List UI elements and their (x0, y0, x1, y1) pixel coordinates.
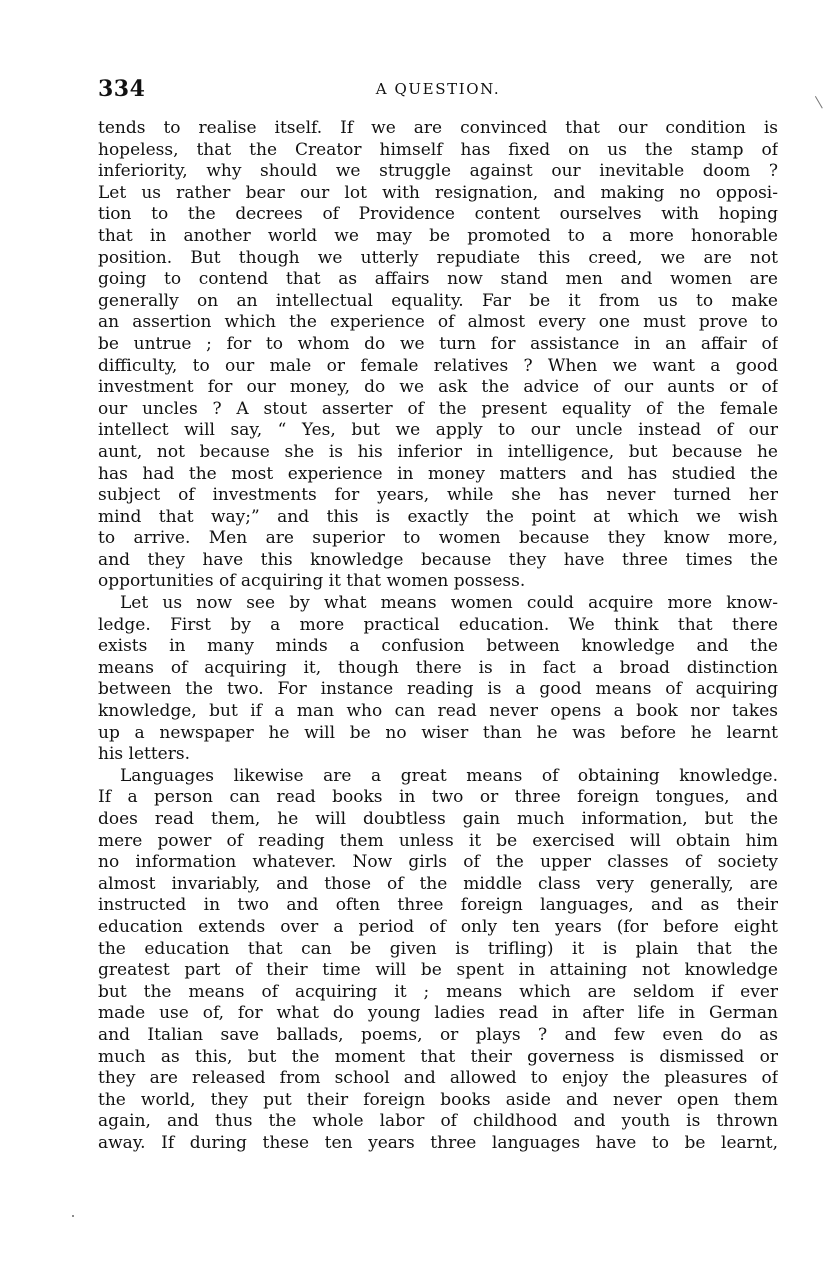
text-line: up a newspaper he will be no wiser than he was before he learnt (98, 722, 778, 743)
text-line: opportunities of acquiring it that women possess. (98, 571, 526, 592)
text-line: instructed in two and often three foreign languages, and as their (98, 895, 778, 916)
text-line: going to contend that as affairs now stand men and women are (98, 269, 778, 290)
text-line: If a person can read books in two or three foreign tongues, and (98, 787, 778, 808)
running-title: A QUESTION. (375, 80, 501, 98)
text-line: intellect will say, “ Yes, but we apply to our uncle instead of our (98, 420, 778, 441)
text-line: mere power of reading them unless it be exercised will obtain him (98, 830, 778, 851)
paper-speck (72, 1215, 74, 1217)
text-line: generally on an intellectual equality. Far be it from us to make (98, 290, 778, 311)
text-line: position. But though we utterly repudiate this creed, we are not (98, 247, 778, 268)
text-line: much as this, but the moment that their governess is dismissed or (98, 1046, 778, 1067)
paragraph-first-line: Let us now see by what means women could acquire more know- (120, 593, 778, 614)
text-line: and Italian save ballads, poems, or plays ? and few even do as (98, 1024, 778, 1045)
page-edge-mark (815, 93, 827, 108)
text-line: exists in many minds a confusion between knowledge and the (98, 636, 778, 657)
text-line: again, and thus the whole labor of childhood and youth is thrown (98, 1111, 778, 1132)
text-line: the education that can be given is trifling) it is plain that the (98, 938, 778, 959)
text-line: tion to the decrees of Providence content ourselves with hoping (98, 204, 778, 225)
text-line: they are released from school and allowed to enjoy the pleasures of (98, 1068, 778, 1089)
text-line: education extends over a period of only ten years (for before eight (98, 916, 778, 937)
text-line: be untrue ; for to whom do we turn for assistance in an affair of (98, 333, 778, 354)
text-line: knowledge, but if a man who can read never opens a book nor takes (98, 701, 778, 722)
text-line: made use of, for what do young ladies read in after life in German (98, 1003, 778, 1024)
text-line: difficulty, to our male or female relatives ? When we want a good (98, 355, 778, 376)
text-line: investment for our money, do we ask the advice of our aunts or of (98, 377, 778, 398)
text-line: that in another world we may be promoted to a more honorable (98, 225, 778, 246)
text-line: away. If during these ten years three languages have to be learnt, (98, 1132, 778, 1153)
running-head (98, 76, 778, 106)
text-line: our uncles ? A stout asserter of the present equality of the female (98, 398, 778, 419)
text-line: greatest part of their time will be spent in attaining not knowledge (98, 960, 778, 981)
text-line: between the two. For instance reading is a good means of acquiring (98, 679, 778, 700)
text-line: inferiority, why should we struggle against our inevitable doom ? (98, 161, 778, 182)
paragraph-first-line: Languages likewise are a great means of obtaining knowledge. (120, 765, 778, 786)
text-line: the world, they put their foreign books aside and never open them (98, 1089, 778, 1110)
text-line: an assertion which the experience of almost every one must prove to (98, 312, 778, 333)
text-line: subject of investments for years, while she has never turned her (98, 485, 778, 506)
text-line: has had the most experience in money matters and has studied the (98, 463, 778, 484)
text-line: Let us rather bear our lot with resignation, and making no opposi- (98, 182, 778, 203)
text-line: ledge. First by a more practical education. We think that there (98, 614, 778, 635)
text-line: no information whatever. Now girls of the upper classes of society (98, 852, 778, 873)
text-line: hopeless, that the Creator himself has fixed on us the stamp of (98, 139, 778, 160)
text-line: his letters. (98, 744, 190, 765)
text-line: almost invariably, and those of the middle class very generally, are (98, 873, 778, 894)
text-line: to arrive. Men are superior to women because they know more, (98, 528, 778, 549)
text-line: aunt, not because she is his inferior in intelligence, but because he (98, 441, 778, 462)
text-line: does read them, he will doubtless gain much information, but the (98, 809, 778, 829)
text-line: tends to realise itself. If we are convinced that our condition is (98, 118, 778, 138)
text-line: mind that way;” and this is exactly the point at which we wish (98, 506, 778, 527)
text-line: and they have this knowledge because they have three times the (98, 549, 778, 570)
body-text (98, 118, 778, 1238)
text-line: means of acquiring it, though there is in fact a broad distinction (98, 657, 778, 678)
text-line: but the means of acquiring it ; means which are seldom if ever (98, 981, 778, 1002)
page-number: 334 (98, 76, 146, 102)
